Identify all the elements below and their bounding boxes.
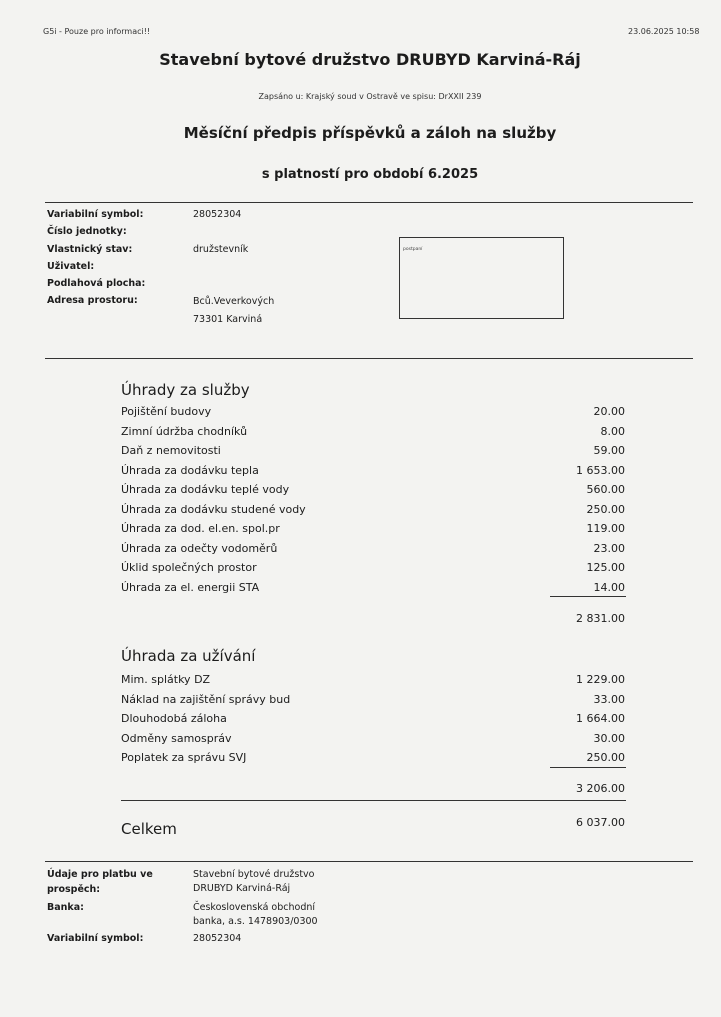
org-name: Stavební bytové družstvo DRUBYD Karviná-Ráj [159, 50, 581, 69]
label-unit-number: Číslo jednotky: [47, 226, 127, 237]
line-item-name: Úhrada za dodávku tepla [121, 463, 259, 477]
validity-period: s platností pro období 6.2025 [261, 167, 479, 182]
line-item-name: Dlouhodobá záloha [121, 712, 227, 725]
divider [45, 358, 693, 359]
divider [45, 202, 693, 203]
line-item-amount: 1 229.00 [576, 673, 625, 686]
label-payment-vs: Variabilní symbol: [47, 933, 144, 944]
usage-heading: Úhrada za užívání [121, 647, 256, 665]
line-item-amount: 1 653.00 [576, 463, 625, 477]
line-item-name: Poplatek za správu SVJ [121, 751, 247, 764]
line-item-amount: 125.00 [586, 561, 625, 574]
line-item-name: Náklad na zajištění správy bud [121, 692, 291, 706]
line-item-name: Mim. splátky DZ [121, 673, 211, 686]
usage-subtotal: 3 206.00 [576, 782, 625, 795]
registry-note: Zapsáno u: Krajský soud v Ostravě ve spisu: DrXXII 239 [258, 92, 482, 101]
label-bank: Banka: [47, 902, 84, 913]
line-item-name: Úhrada za dodávku studené vody [121, 502, 306, 516]
line-item-amount: 33.00 [593, 692, 625, 706]
line-item-name: Úhrada za odečty vodoměrů [121, 541, 278, 555]
line-item-name: Úhrada za el. energii STA [121, 580, 260, 594]
line-item-amount: 250.00 [586, 751, 625, 764]
label-address: Adresa prostoru: [47, 295, 138, 306]
line-item-amount: 14.00 [593, 580, 625, 594]
bank-line1: Československá obchodní [193, 902, 316, 913]
value-address-line1: Bců.Veverkových [193, 296, 275, 307]
line-item-name: Zimní údržba chodníků [121, 424, 248, 438]
document-title: Měsíční předpis příspěvků a záloh na služby [183, 124, 557, 142]
services-subtotal: 2 831.00 [576, 612, 625, 625]
bank-line2: banka, a.s. 1478903/0300 [193, 916, 318, 927]
info-note: G5i - Pouze pro informaci!! [43, 27, 151, 36]
line-item-name: Daň z nemovitosti [121, 444, 221, 457]
label-ownership: Vlastnický stav: [47, 244, 133, 255]
value-variable-symbol: 28052304 [193, 209, 242, 220]
divider [45, 861, 693, 862]
subtotal-line [550, 596, 626, 597]
subtotal-line [550, 767, 626, 768]
label-payment: Údaje pro platbu ve [47, 869, 153, 880]
line-item-amount: 23.00 [593, 541, 625, 555]
line-item-amount: 59.00 [593, 444, 625, 457]
line-item-amount: 119.00 [586, 522, 625, 535]
line-item-name: Úklid společných prostor [121, 561, 257, 574]
line-item-amount: 20.00 [593, 405, 625, 418]
total-amount: 6 037.00 [576, 816, 625, 829]
payee-line2: DRUBYD Karviná-Ráj [193, 883, 291, 894]
label-user: Uživatel: [47, 261, 95, 272]
payment-vs: 28052304 [193, 933, 242, 944]
line-item-name: Úhrada za dod. el.en. spol.pr [121, 522, 280, 535]
total-divider [121, 800, 626, 801]
services-heading: Úhrady za služby [121, 381, 250, 399]
line-item-name: Odměny samospráv [121, 731, 232, 745]
label-variable-symbol: Variabilní symbol: [47, 209, 144, 220]
line-item-amount: 560.00 [586, 483, 625, 496]
line-item-amount: 1 664.00 [576, 712, 625, 725]
print-datetime: 23.06.2025 10:58 [628, 27, 700, 36]
value-ownership: družstevník [193, 244, 249, 255]
value-address-line2: 73301 Karviná [193, 314, 263, 325]
total-label: Celkem [121, 820, 177, 838]
line-item-amount: 8.00 [600, 424, 625, 438]
address-box [399, 237, 564, 319]
line-item-name: Úhrada za dodávku teplé vody [121, 483, 290, 496]
label-floor-area: Podlahová plocha: [47, 278, 146, 289]
line-item-name: Pojištění budovy [121, 405, 212, 418]
line-item-amount: 250.00 [586, 502, 625, 516]
address-box-label: postpaní [403, 247, 423, 252]
label-payment-2: prospěch: [47, 884, 101, 895]
line-item-amount: 30.00 [593, 731, 625, 745]
payee-line1: Stavební bytové družstvo [193, 869, 315, 880]
